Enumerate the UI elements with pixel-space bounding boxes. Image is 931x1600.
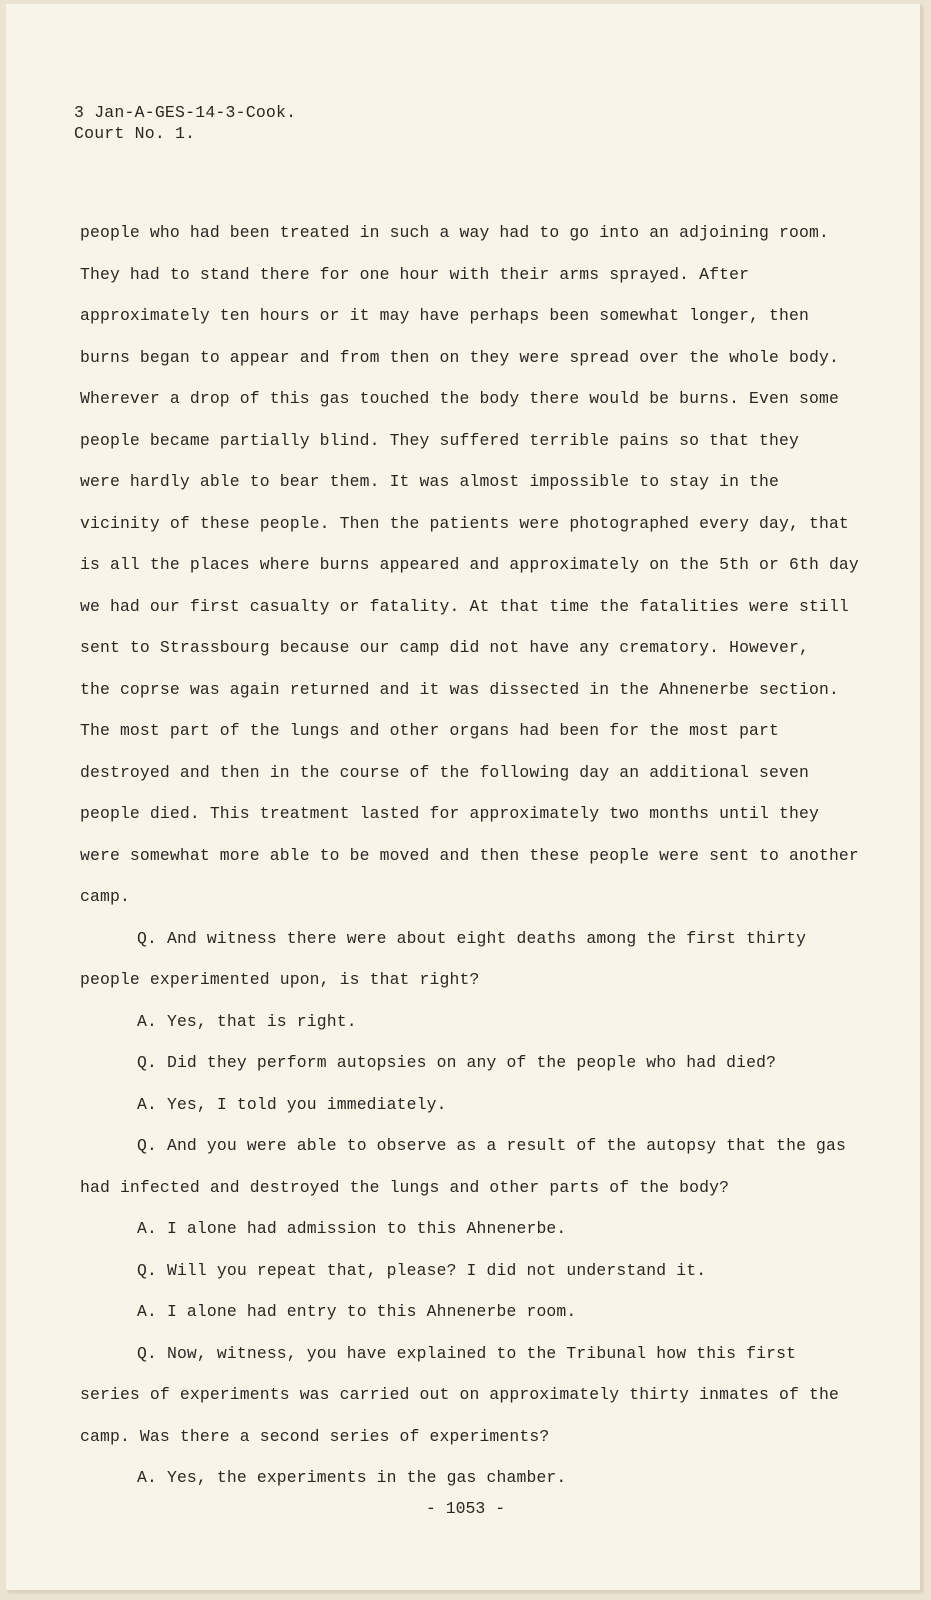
document-page — [6, 4, 921, 1591]
text-line: people became partially blind. They suffered terrible pains so that they — [80, 430, 799, 450]
text-line: A. I alone had entry to this Ahnenerbe room. — [137, 1302, 577, 1321]
text-line: series of experiments was carried out on approximately thirty inmates of the — [80, 1385, 839, 1404]
text-line: Q. Now, witness, you have explained to the Tribunal how this first — [137, 1343, 797, 1363]
text-line: people who had been treated in such a way had to go into an adjoining room. — [80, 223, 829, 242]
text-line: vicinity of these people. Then the patients were photographed every day, that — [80, 513, 849, 533]
text-line: Q. Did they perform autopsies on any of the people who had died? — [137, 1053, 777, 1072]
text-line: A. Yes, that is right. — [137, 1011, 357, 1031]
text-line: had infected and destroyed the lungs and other parts of the body? — [80, 1177, 730, 1197]
text-line: They had to stand there for one hour with their arms sprayed. After — [80, 264, 750, 284]
header-court: Court No. 1. — [74, 124, 196, 143]
text-line: were somewhat more able to be moved and then these people were sent to another — [80, 845, 859, 865]
text-line: is all the places where burns appeared and approximately on the 5th or 6th day — [80, 555, 859, 574]
document-header — [74, 102, 296, 144]
transcript-body — [80, 221, 880, 1508]
page-number: - 1053 - — [425, 1499, 506, 1518]
text-line: burns began to appear and from then on they were spread over the whole body. — [80, 347, 839, 367]
text-line: A. Yes, the experiments in the gas chamber. — [137, 1468, 567, 1487]
text-line: people experimented upon, is that right? — [80, 970, 480, 989]
text-line: Wherever a drop of this gas touched the body there would be burns. Even some — [80, 389, 839, 408]
text-line: we had our first casualty or fatality. At that time the fatalities were still — [80, 596, 849, 616]
text-line: camp. — [80, 887, 130, 906]
text-line: camp. Was there a second series of experiments? — [80, 1426, 550, 1446]
text-line: Q. And witness there were about eight deaths among the first thirty — [137, 928, 807, 948]
text-line: sent to Strassbourg because our camp did not have any crematory. However, — [80, 638, 809, 657]
text-line: approximately ten hours or it may have perhaps been somewhat longer, then — [80, 306, 809, 325]
text-line: were hardly able to bear them. It was almost impossible to stay in the — [80, 472, 780, 491]
text-line: Q. And you were able to observe as a result of the autopsy that the gas — [137, 1136, 847, 1155]
text-line: A. Yes, I told you immediately. — [137, 1094, 447, 1114]
header-reference: 3 Jan-A-GES-14-3-Cook. — [74, 103, 297, 122]
text-line: destroyed and then in the course of the following day an additional seven — [80, 762, 809, 782]
text-line: the coprse was again returned and it was dissected in the Ahnenerbe section. — [80, 679, 839, 699]
text-line: Q. Will you repeat that, please? I did not understand it. — [137, 1260, 707, 1280]
text-line: The most part of the lungs and other organs had been for the most part — [80, 721, 780, 740]
text-line: people died. This treatment lasted for approximately two months until they — [80, 804, 819, 823]
text-line: A. I alone had admission to this Ahnenerbe. — [137, 1219, 567, 1238]
